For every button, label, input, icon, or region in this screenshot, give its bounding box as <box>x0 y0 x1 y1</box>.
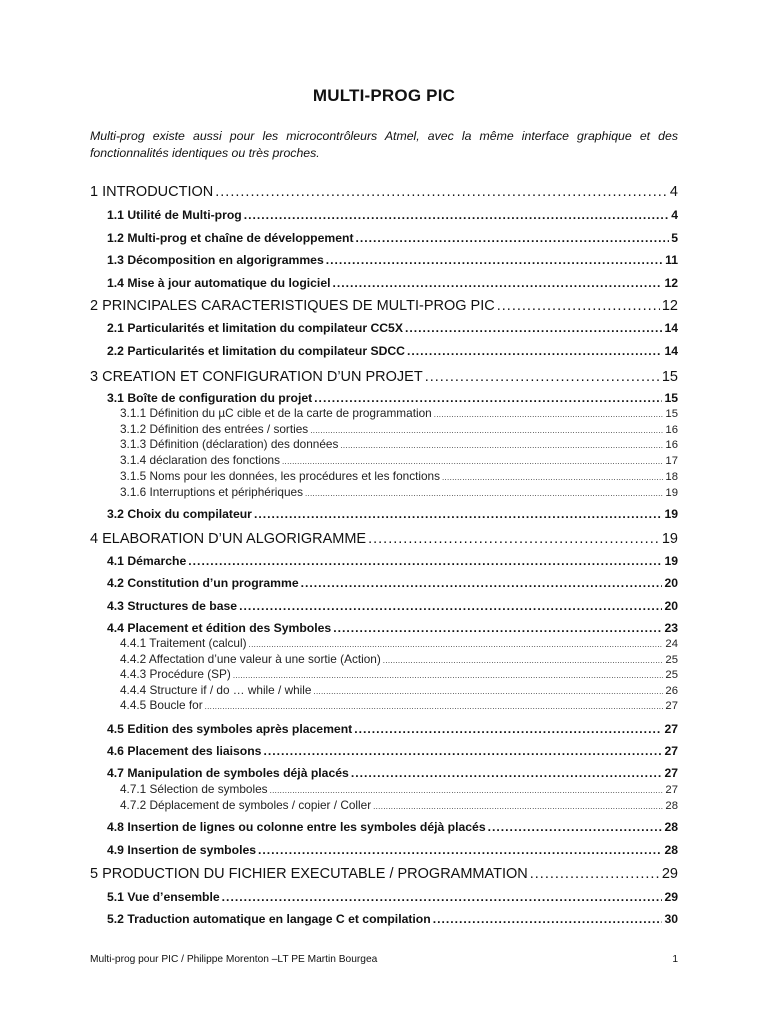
toc-entry-title: 4.7.1 Sélection de symboles <box>120 782 268 796</box>
toc-entry[interactable] <box>90 298 678 314</box>
toc-dot-leader <box>340 441 663 450</box>
toc-page-number: 17 <box>665 455 678 467</box>
toc-entry[interactable] <box>107 576 678 590</box>
toc-entry-title: 4.4.1 Traitement (calcul) <box>120 636 247 650</box>
toc-entry[interactable] <box>120 782 678 796</box>
toc-page-number: 28 <box>664 843 678 857</box>
toc-entry[interactable] <box>120 485 678 499</box>
toc-page-number: 19 <box>664 554 678 568</box>
toc-entry-title: 4.4.3 Procédure (SP) <box>120 667 231 681</box>
toc-dot-leader <box>434 410 664 419</box>
toc-entry[interactable] <box>120 698 678 712</box>
toc-page-number: 25 <box>665 669 678 681</box>
toc-dot-leader <box>249 640 664 649</box>
toc-page-number: 5 <box>671 231 678 245</box>
toc-entry-title: 4.3 Structures de base <box>107 599 238 613</box>
toc-entry[interactable] <box>107 722 678 736</box>
toc-page-number: 12 <box>661 298 678 314</box>
toc-page-number: 25 <box>665 654 678 666</box>
toc-dot-leader <box>270 786 664 795</box>
toc-entry-title: 1.3 Décomposition en algorigrammes <box>107 253 324 267</box>
toc-entry-title: 4.7 Manipulation de symboles déjà placés <box>107 766 349 780</box>
toc-entry-title: 2.2 Particularités et limitation du compilateur SDCC <box>107 344 405 358</box>
toc-dot-leader <box>215 184 668 200</box>
toc-entry[interactable] <box>107 231 678 245</box>
toc-dot-leader <box>405 321 662 335</box>
toc-page-number: 18 <box>665 471 678 483</box>
toc-entry[interactable] <box>107 766 678 780</box>
toc-dot-leader <box>310 426 663 435</box>
toc-entry[interactable] <box>107 344 678 358</box>
toc-page-number: 15 <box>661 369 678 385</box>
toc-entry[interactable] <box>107 843 678 857</box>
toc-dot-leader <box>313 687 663 696</box>
toc-entry[interactable] <box>107 820 678 834</box>
toc-entry-title: 4.4.2 Affectation d’une valeur à une sortie (Action) <box>120 652 381 666</box>
toc-page-number: 19 <box>664 507 678 521</box>
toc-page-number: 15 <box>665 408 678 420</box>
toc-dot-leader <box>239 599 662 613</box>
toc-entry-title: 1.4 Mise à jour automatique du logiciel <box>107 276 331 290</box>
toc-entry[interactable] <box>120 469 678 483</box>
toc-dot-leader <box>356 231 670 245</box>
toc-entry[interactable] <box>120 422 678 436</box>
toc-entry-title: 5 PRODUCTION DU FICHIER EXECUTABLE / PROGRAMMATION <box>90 866 528 882</box>
toc-entry[interactable] <box>107 391 678 405</box>
toc-entry[interactable] <box>120 667 678 681</box>
toc-entry[interactable] <box>107 554 678 568</box>
toc-entry-title: 3.1.1 Définition du µC cible et de la carte de programmation <box>120 406 432 420</box>
toc-page-number: 27 <box>665 784 678 796</box>
toc-dot-leader <box>188 554 662 568</box>
toc-dot-leader <box>497 298 660 314</box>
toc-page-number: 16 <box>665 424 678 436</box>
toc-entry-title: 2.1 Particularités et limitation du compilateur CC5X <box>107 321 403 335</box>
toc-dot-leader <box>425 369 660 385</box>
toc-entry-title: 3.1.6 Interruptions et périphériques <box>120 485 303 499</box>
toc-dot-leader <box>354 722 662 736</box>
toc-page-number: 27 <box>664 766 678 780</box>
toc-entry-title: 5.1 Vue d’ensemble <box>107 890 220 904</box>
toc-entry-title: 5.2 Traduction automatique en langage C et compilation <box>107 912 431 926</box>
toc-page-number: 19 <box>661 531 678 547</box>
toc-entry-title: 4.5 Edition des symboles après placement <box>107 722 353 736</box>
toc-entry-title: 3.1.2 Définition des entrées / sorties <box>120 422 309 436</box>
toc-entry-title: 4.4.5 Boucle for <box>120 698 203 712</box>
toc-entry[interactable] <box>90 531 678 547</box>
toc-entry[interactable] <box>90 369 678 385</box>
toc-entry-title: 4.7.2 Déplacement de symboles / copier / Coller <box>120 798 372 812</box>
toc-entry-title: 4.4.4 Structure if / do … while / while <box>120 683 312 697</box>
toc-entry-title: 4.2 Constitution d’un programme <box>107 576 299 590</box>
toc-entry[interactable] <box>120 437 678 451</box>
toc-page-number: 26 <box>665 685 678 697</box>
toc-entry[interactable] <box>90 866 678 882</box>
toc-dot-leader <box>383 656 664 665</box>
footer-author: Multi-prog pour PIC / Philippe Morenton –LT PE Martin Bourgea <box>90 954 378 965</box>
toc-entry-title: 3 CREATION ET CONFIGURATION D’UN PROJET <box>90 369 423 385</box>
toc-entry-title: 4.6 Placement des liaisons <box>107 744 262 758</box>
toc-entry-title: 3.2 Choix du compilateur <box>107 507 252 521</box>
toc-dot-leader <box>233 671 664 680</box>
toc-page-number: 16 <box>665 439 678 451</box>
toc-entry[interactable] <box>107 621 678 635</box>
toc-entry-title: 3.1 Boîte de configuration du projet <box>107 391 313 405</box>
toc-dot-leader <box>351 766 663 780</box>
toc-entry[interactable] <box>120 652 678 666</box>
page-title: MULTI-PROG PIC <box>312 86 456 105</box>
toc-dot-leader <box>373 802 663 811</box>
toc-page-number: 4 <box>671 208 678 222</box>
toc-page-number: 14 <box>664 344 678 358</box>
toc-page-number: 12 <box>664 276 678 290</box>
toc-entry-title: 2 PRINCIPALES CARACTERISTIQUES DE MULTI-PROG PIC <box>90 298 495 314</box>
toc-entry[interactable] <box>120 798 678 812</box>
toc-entry[interactable] <box>120 636 678 650</box>
toc-dot-leader <box>244 208 669 222</box>
toc-page-number: 4 <box>669 184 678 200</box>
toc-page-number: 28 <box>665 800 678 812</box>
toc-page-number: 29 <box>661 866 678 882</box>
toc-page-number: 20 <box>664 599 678 613</box>
toc-entry-title: 4.1 Démarche <box>107 554 187 568</box>
toc-dot-leader <box>368 531 660 547</box>
toc-page-number: 11 <box>665 253 678 267</box>
toc-page-number: 24 <box>665 638 678 650</box>
toc-page-number: 27 <box>664 744 678 758</box>
toc-entry[interactable] <box>107 599 678 613</box>
toc-dot-leader <box>488 820 663 834</box>
toc-entry[interactable] <box>120 406 678 420</box>
toc-entry-title: 1.2 Multi-prog et chaîne de développement <box>107 231 354 245</box>
toc-entry-title: 4.4 Placement et édition des Symboles <box>107 621 332 635</box>
toc-dot-leader <box>442 473 663 482</box>
toc-page-number: 14 <box>664 321 678 335</box>
toc-dot-leader <box>254 507 663 521</box>
toc-entry-title: 3.1.5 Noms pour les données, les procédures et les fonctions <box>120 469 441 483</box>
toc-dot-leader <box>305 489 663 498</box>
toc-entry-title: 1.1 Utilité de Multi-prog <box>107 208 242 222</box>
toc-page-number: 30 <box>664 912 678 926</box>
page-footer <box>90 954 678 965</box>
toc-page-number: 15 <box>664 391 678 405</box>
toc-page-number: 27 <box>665 700 678 712</box>
toc-dot-leader <box>222 890 663 904</box>
toc-entry[interactable] <box>107 890 678 904</box>
toc-entry[interactable] <box>90 184 678 200</box>
toc-entry-title: 3.1.3 Définition (déclaration) des données <box>120 437 339 451</box>
toc-page-number: 28 <box>664 820 678 834</box>
toc-page-number: 29 <box>664 890 678 904</box>
toc-dot-leader <box>332 276 662 290</box>
toc-entry[interactable] <box>107 912 678 926</box>
toc-entry-title: 4.9 Insertion de symboles <box>107 843 257 857</box>
toc-dot-leader <box>407 344 662 358</box>
toc-entry[interactable] <box>120 683 678 697</box>
toc-dot-leader <box>314 391 662 405</box>
toc-entry[interactable] <box>107 276 678 290</box>
toc-entry[interactable] <box>107 253 678 267</box>
toc-dot-leader <box>301 576 663 590</box>
toc-entry-title: 1 INTRODUCTION <box>90 184 214 200</box>
toc-dot-leader <box>258 843 662 857</box>
toc-entry[interactable] <box>107 321 678 335</box>
toc-dot-leader <box>282 457 663 466</box>
toc-dot-leader <box>530 866 660 882</box>
toc-page-number: 27 <box>664 722 678 736</box>
toc-entry[interactable] <box>107 744 678 758</box>
footer-page-number: 1 <box>672 954 678 965</box>
toc-dot-leader <box>205 702 664 711</box>
toc-dot-leader <box>333 621 662 635</box>
toc-dot-leader <box>263 744 662 758</box>
toc-dot-leader <box>326 253 663 267</box>
toc-entry-title: 3.1.4 déclaration des fonctions <box>120 453 281 467</box>
toc-page-number: 19 <box>665 487 678 499</box>
toc-dot-leader <box>433 912 663 926</box>
toc-page-number: 20 <box>664 576 678 590</box>
toc-entry[interactable] <box>107 208 678 222</box>
intro-paragraph: Multi-prog existe aussi pour les microcontrôleurs Atmel, avec la même interface graphique et des fonctionnalités identiques ou très proches. <box>90 129 678 160</box>
toc-page-number: 23 <box>664 621 678 635</box>
toc-entry[interactable] <box>107 507 678 521</box>
toc-entry-title: 4 ELABORATION D’UN ALGORIGRAMME <box>90 531 367 547</box>
toc-entry-title: 4.8 Insertion de lignes ou colonne entre les symboles déjà placés <box>107 820 486 834</box>
toc-entry[interactable] <box>120 453 678 467</box>
